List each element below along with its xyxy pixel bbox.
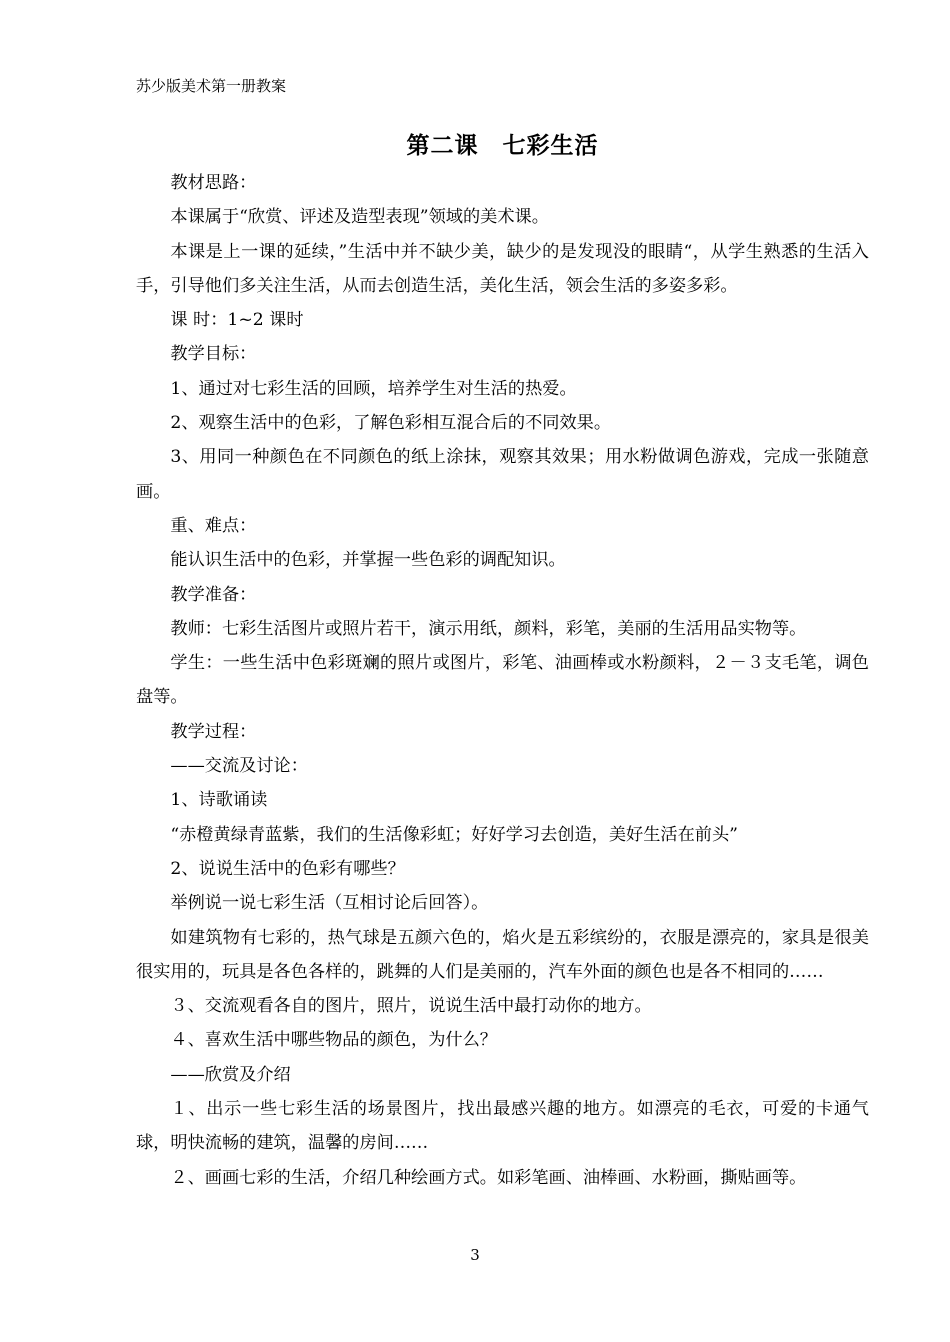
paragraph: ４、喜欢生活中哪些物品的颜色，为什么？ bbox=[170, 1030, 497, 1051]
paragraph: 能认识生活中的色彩，并掌握一些色彩的调配知识。 bbox=[170, 550, 566, 571]
header-divider bbox=[136, 101, 869, 102]
paragraph: 学生：一些生活中色彩斑斓的照片或图片，彩笔、油画棒或水粉颜料，２－３支毛笔，调色盘等。 bbox=[136, 653, 869, 708]
paragraph: 3、用同一种颜色在不同颜色的纸上涂抹，观察其效果；用水粉做调色游戏，完成一张随意画。 bbox=[136, 447, 869, 502]
paragraph: １、出示一些七彩生活的场景图片，找出最感兴趣的地方。如漂亮的毛衣，可爱的卡通气球，明快流畅的建筑，温馨的房间…… bbox=[136, 1099, 869, 1154]
paragraph: ３、交流观看各自的图片，照片，说说生活中最打动你的地方。 bbox=[170, 996, 652, 1017]
paragraph: 课 时：1~2 课时 bbox=[170, 310, 304, 331]
paragraph: ——交流及讨论： bbox=[170, 756, 308, 777]
paragraph: ２、画画七彩的生活，介绍几种绘画方式。如彩笔画、油棒画、水粉画，撕贴画等。 bbox=[170, 1167, 807, 1188]
page-number: 3 bbox=[470, 1246, 480, 1264]
paragraph: 教材思路： bbox=[170, 173, 257, 193]
lesson-body bbox=[136, 166, 869, 1195]
paragraph: 1、通过对七彩生活的回顾，培养学生对生活的热爱。 bbox=[170, 378, 577, 399]
paragraph: 重、难点： bbox=[170, 515, 257, 536]
paragraph: 本课属于“欣赏、评述及造型表现”领域的美术课。 bbox=[170, 207, 549, 228]
lesson-title: 第二课 七彩生活 bbox=[406, 132, 599, 159]
paragraph: 举例说一说七彩生活（互相讨论后回答）。 bbox=[170, 893, 489, 914]
paragraph: 如建筑物有七彩的，热气球是五颜六色的，焰火是五彩缤纷的，衣服是漂亮的，家具是很美很实用的，玩具是各色各样的，跳舞的人们是美丽的，汽车外面的颜色也是各不相同的…… bbox=[136, 927, 869, 982]
paragraph: 本课是上一课的延续，”生活中并不缺少美，缺少的是发现没的眼睛“，从学生熟悉的生活入手，引导他们多关注生活，从而去创造生活，美化生活，领会生活的多姿多彩。 bbox=[136, 241, 869, 296]
paragraph: ——欣赏及介绍 bbox=[170, 1064, 291, 1085]
paragraph: 2、说说生活中的色彩有哪些？ bbox=[170, 858, 405, 879]
paragraph: 2、观察生活中的色彩，了解色彩相互混合后的不同效果。 bbox=[170, 413, 612, 434]
paragraph: 教学过程： bbox=[170, 721, 257, 742]
paragraph: 教学准备： bbox=[170, 584, 257, 605]
paragraph: 教师：七彩生活图片或照片若干，演示用纸，颜料，彩笔，美丽的生活用品实物等。 bbox=[170, 618, 807, 639]
paragraph: “赤橙黄绿青蓝紫，我们的生活像彩虹；好好学习去创造，美好生活在前头” bbox=[170, 824, 738, 845]
page-header: 苏少版美术第一册教案 bbox=[136, 77, 287, 95]
paragraph: 教学目标： bbox=[170, 344, 257, 365]
paragraph: 1、诗歌诵读 bbox=[170, 790, 268, 811]
